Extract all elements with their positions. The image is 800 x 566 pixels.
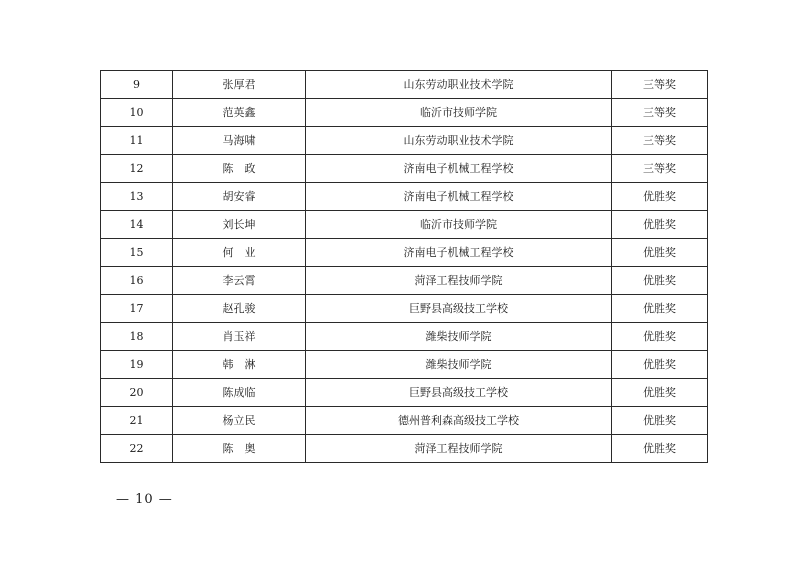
row-number-cell: 11 <box>101 127 173 155</box>
school-cell: 山东劳动职业技术学院 <box>306 127 612 155</box>
name-cell: 范英鑫 <box>173 99 306 127</box>
row-number-cell: 15 <box>101 239 173 267</box>
table-row <box>101 239 708 267</box>
award-cell: 三等奖 <box>612 99 708 127</box>
row-number-cell: 14 <box>101 211 173 239</box>
award-cell: 优胜奖 <box>612 183 708 211</box>
awards-table-body <box>101 71 708 463</box>
name-cell: 陈 奥 <box>173 435 306 463</box>
row-number-cell: 22 <box>101 435 173 463</box>
award-cell: 优胜奖 <box>612 379 708 407</box>
school-cell: 德州普利森高级技工学校 <box>306 407 612 435</box>
school-cell: 临沂市技师学院 <box>306 99 612 127</box>
school-cell: 巨野县高级技工学校 <box>306 295 612 323</box>
award-cell: 优胜奖 <box>612 407 708 435</box>
award-cell: 优胜奖 <box>612 239 708 267</box>
table-row <box>101 127 708 155</box>
row-number-cell: 18 <box>101 323 173 351</box>
table-row <box>101 379 708 407</box>
school-cell: 临沂市技师学院 <box>306 211 612 239</box>
school-cell: 济南电子机械工程学校 <box>306 183 612 211</box>
table-row <box>101 295 708 323</box>
row-number-cell: 10 <box>101 99 173 127</box>
row-number-cell: 19 <box>101 351 173 379</box>
name-cell: 韩 淋 <box>173 351 306 379</box>
table-row <box>101 155 708 183</box>
row-number-cell: 13 <box>101 183 173 211</box>
row-number-cell: 12 <box>101 155 173 183</box>
name-cell: 陈成临 <box>173 379 306 407</box>
award-cell: 优胜奖 <box>612 211 708 239</box>
name-cell: 胡安睿 <box>173 183 306 211</box>
award-cell: 优胜奖 <box>612 295 708 323</box>
school-cell: 济南电子机械工程学校 <box>306 239 612 267</box>
school-cell: 菏泽工程技师学院 <box>306 267 612 295</box>
name-cell: 马海啸 <box>173 127 306 155</box>
row-number-cell: 17 <box>101 295 173 323</box>
name-cell: 何 业 <box>173 239 306 267</box>
school-cell: 潍柴技师学院 <box>306 351 612 379</box>
name-cell: 肖玉祥 <box>173 323 306 351</box>
award-cell: 优胜奖 <box>612 351 708 379</box>
name-cell: 赵孔骏 <box>173 295 306 323</box>
table-row <box>101 407 708 435</box>
name-cell: 杨立民 <box>173 407 306 435</box>
table-row <box>101 351 708 379</box>
school-cell: 菏泽工程技师学院 <box>306 435 612 463</box>
awards-table <box>100 70 708 463</box>
school-cell: 济南电子机械工程学校 <box>306 155 612 183</box>
table-row <box>101 99 708 127</box>
award-cell: 优胜奖 <box>612 435 708 463</box>
school-cell: 山东劳动职业技术学院 <box>306 71 612 99</box>
table-row <box>101 183 708 211</box>
school-cell: 巨野县高级技工学校 <box>306 379 612 407</box>
table-row <box>101 435 708 463</box>
table-row <box>101 267 708 295</box>
school-cell: 潍柴技师学院 <box>306 323 612 351</box>
award-cell: 优胜奖 <box>612 323 708 351</box>
name-cell: 刘长坤 <box>173 211 306 239</box>
award-cell: 优胜奖 <box>612 267 708 295</box>
award-cell: 三等奖 <box>612 71 708 99</box>
award-cell: 三等奖 <box>612 127 708 155</box>
row-number-cell: 16 <box>101 267 173 295</box>
name-cell: 李云霄 <box>173 267 306 295</box>
name-cell: 陈 政 <box>173 155 306 183</box>
row-number-cell: 9 <box>101 71 173 99</box>
table-row <box>101 211 708 239</box>
row-number-cell: 21 <box>101 407 173 435</box>
name-cell: 张厚君 <box>173 71 306 99</box>
page-number: — 10 — <box>116 492 173 507</box>
table-row <box>101 71 708 99</box>
table-row <box>101 323 708 351</box>
row-number-cell: 20 <box>101 379 173 407</box>
award-cell: 三等奖 <box>612 155 708 183</box>
